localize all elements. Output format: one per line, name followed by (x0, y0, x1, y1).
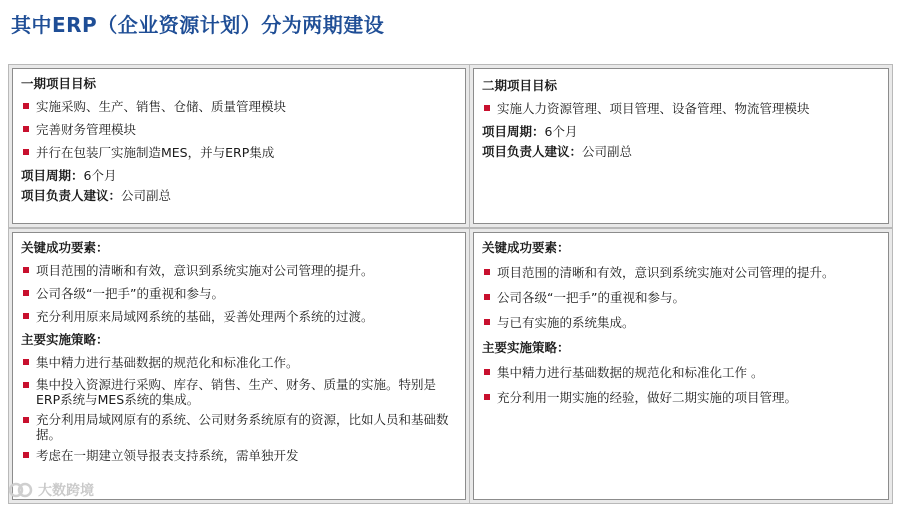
bullet-square-icon (23, 103, 29, 109)
phase1-detail-panel (12, 232, 466, 500)
list-item-text: 充分利用原来局域网系统的基础，妥善处理两个系统的过渡。 (36, 309, 374, 324)
bullet-square-icon (484, 294, 490, 300)
list-item (21, 308, 457, 326)
phase1-heading: 一期项目目标 (21, 76, 97, 91)
list-item-text: 完善财务管理模块 (36, 122, 137, 137)
list-item (482, 289, 880, 307)
bullet-square-icon (23, 126, 29, 132)
list-item-text: 实施采购、生产、销售、仓储、质量管理模块 (36, 99, 287, 114)
factors-list (482, 264, 880, 332)
bullet-square-icon (23, 267, 29, 273)
list-item-text: 考虑在一期建立领导报表支持系统，需单独开发 (36, 448, 299, 463)
list-item-text: 项目范围的清晰和有效，意识到系统实施对公司管理的提升。 (36, 263, 374, 278)
bullet-square-icon (484, 319, 490, 325)
list-item (482, 314, 880, 332)
list-item-text: 集中精力进行基础数据的规范化和标准化工作。 (36, 355, 299, 370)
owner-value: 公司副总 (121, 188, 172, 203)
list-item (21, 377, 457, 407)
strategy-heading: 主要实施策略： (21, 332, 109, 347)
list-item (21, 354, 457, 372)
list-item-text: 集中投入资源进行采购、库存、销售、生产、财务、质量的实施。特别是ERP系统与MES系统的集成。 (36, 377, 437, 407)
phase1-owner (21, 187, 457, 205)
factors-heading: 关键成功要素： (482, 240, 570, 255)
phase1-goals-list (21, 98, 457, 162)
list-item (21, 447, 457, 465)
owner-label: 项目负责人建议： (21, 188, 122, 203)
period-value: 6个月 (83, 168, 117, 183)
bullet-square-icon (23, 417, 29, 423)
bullet-square-icon (23, 359, 29, 365)
bullet-square-icon (23, 452, 29, 458)
bullet-square-icon (484, 394, 490, 400)
strategy-heading: 主要实施策略： (482, 340, 570, 355)
factors-heading: 关键成功要素： (21, 240, 109, 255)
bullet-square-icon (23, 290, 29, 296)
list-item-text: 实施人力资源管理、项目管理、设备管理、物流管理模块 (497, 101, 810, 116)
phase2-goals-list (482, 100, 880, 118)
strategy-list (21, 354, 457, 465)
list-item-text: 公司各级“一把手”的重视和参与。 (36, 286, 224, 301)
bullet-square-icon (23, 313, 29, 319)
list-item (21, 98, 457, 116)
bullet-square-icon (23, 149, 29, 155)
phase2-heading: 二期项目目标 (482, 78, 558, 93)
list-item-text: 集中精力进行基础数据的规范化和标准化工作 。 (497, 365, 764, 380)
period-value: 6个月 (544, 124, 578, 139)
list-item (482, 389, 880, 407)
list-item-text: 并行在包装厂实施制造MES，并与ERP集成 (36, 145, 275, 160)
phase2-owner (482, 143, 880, 161)
phase2-detail-panel (473, 232, 889, 500)
watermark-text: 大数跨境 (38, 483, 94, 499)
list-item (21, 285, 457, 303)
phase1-goals-panel (12, 68, 466, 224)
list-item-text: 公司各级“一把手”的重视和参与。 (497, 290, 685, 305)
list-item (482, 264, 880, 282)
strategy-list (482, 364, 880, 407)
logo-icon (8, 480, 34, 500)
page-title: 其中ERP（企业资源计划）分为两期建设 (11, 13, 385, 37)
list-item-text: 项目范围的清晰和有效，意识到系统实施对公司管理的提升。 (497, 265, 835, 280)
owner-value: 公司副总 (582, 144, 633, 159)
list-item (21, 412, 457, 442)
bullet-square-icon (484, 105, 490, 111)
list-item (21, 262, 457, 280)
phase2-period (482, 123, 880, 141)
list-item (21, 144, 457, 162)
period-label: 项目周期： (482, 124, 545, 139)
bullet-square-icon (484, 369, 490, 375)
phase1-period (21, 167, 457, 185)
period-label: 项目周期： (21, 168, 84, 183)
list-item (482, 100, 880, 118)
phase2-goals-panel (473, 68, 889, 224)
list-item-text: 与已有实施的系统集成。 (497, 315, 635, 330)
list-item-text: 充分利用局域网原有的系统、公司财务系统原有的资源，比如人员和基础数据。 (36, 412, 449, 442)
list-item (482, 364, 880, 382)
factors-list (21, 262, 457, 326)
owner-label: 项目负责人建议： (482, 144, 583, 159)
watermark (8, 480, 94, 500)
bullet-square-icon (484, 269, 490, 275)
list-item (21, 121, 457, 139)
list-item-text: 充分利用一期实施的经验，做好二期实施的项目管理。 (497, 390, 798, 405)
bullet-square-icon (23, 382, 29, 388)
